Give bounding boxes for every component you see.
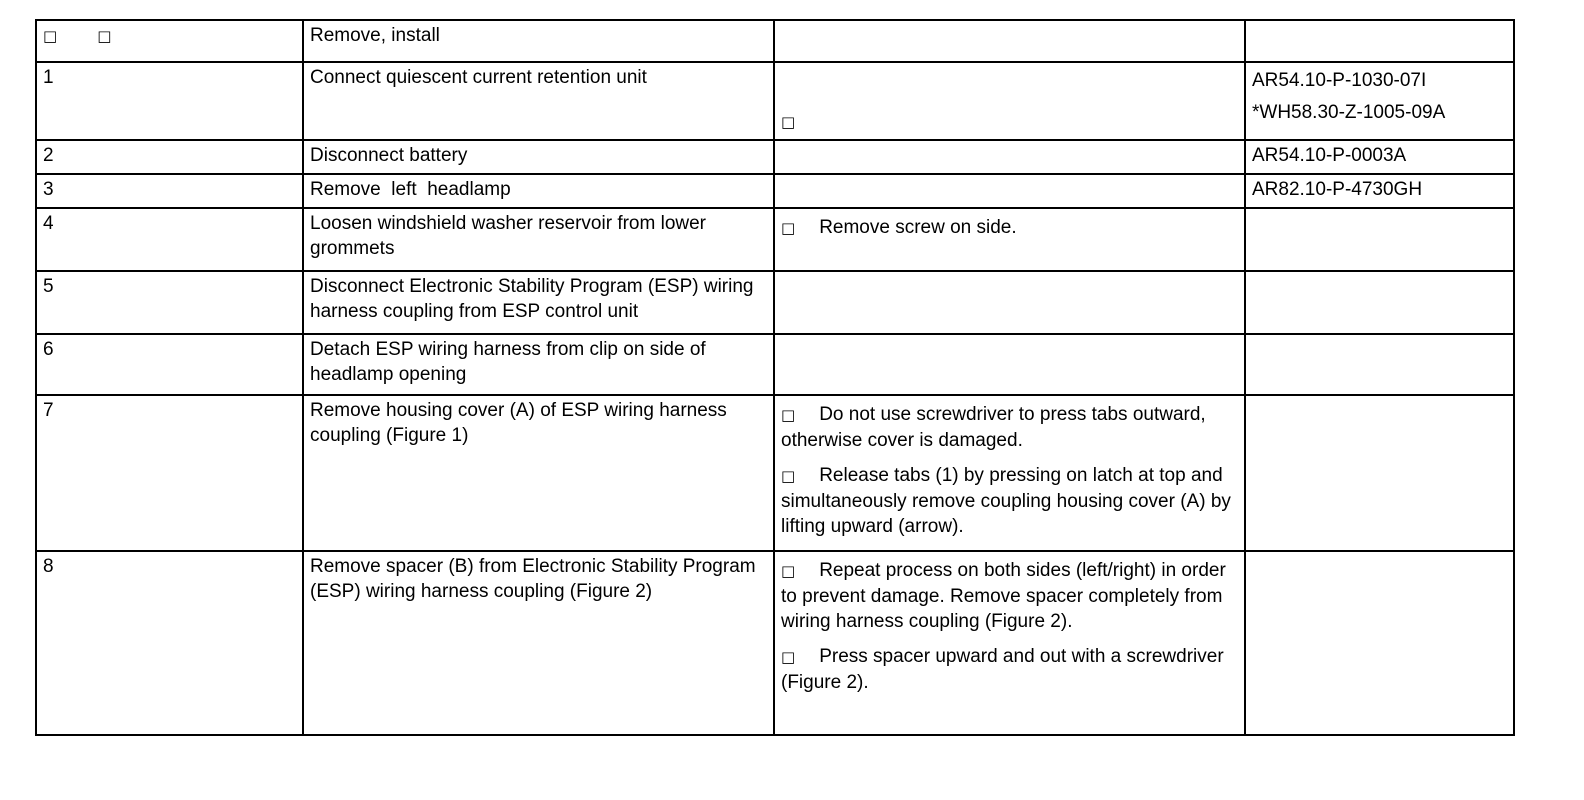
step-row — [36, 271, 1514, 334]
step-notes — [774, 271, 1245, 334]
step-notes — [774, 140, 1245, 174]
step-refs — [1245, 62, 1514, 140]
step-refs — [1245, 208, 1514, 271]
step-refs — [1245, 395, 1514, 551]
checkbox-icon: □ — [97, 27, 112, 45]
note-text: Do not use screwdriver to press tabs outward, otherwise cover is damaged. — [781, 404, 1206, 451]
checkbox-icon: □ — [781, 113, 796, 131]
step-row — [36, 551, 1514, 735]
note-text: Press spacer upward and out with a screwdriver (Figure 2). — [781, 646, 1224, 693]
step-refs — [1245, 271, 1514, 334]
step-row — [36, 334, 1514, 395]
step-number: 4 — [36, 208, 303, 271]
step-refs — [1245, 551, 1514, 735]
step-row — [36, 174, 1514, 208]
step-number: 1 — [36, 62, 303, 140]
step-number: 8 — [36, 551, 303, 735]
header-title: Remove, install — [303, 20, 774, 62]
checkbox-icon: □ — [781, 467, 796, 485]
step-notes — [774, 208, 1245, 271]
header-row — [36, 20, 1514, 62]
step-action: Remove housing cover (A) of ESP wiring harness coupling (Figure 1) — [303, 395, 774, 551]
note-paragraph — [781, 558, 1238, 634]
note-paragraph — [781, 463, 1238, 539]
step-refs — [1245, 334, 1514, 395]
step-row — [36, 62, 1514, 140]
note-text: Repeat process on both sides (left/right) in order to prevent damage. Remove spacer completely from wiring harness coupling (Figure 2). — [781, 560, 1226, 632]
note-text: Remove screw on side. — [819, 217, 1017, 238]
step-row — [36, 395, 1514, 551]
step-number: 2 — [36, 140, 303, 174]
step-notes — [774, 334, 1245, 395]
header-empty-cell — [774, 20, 1245, 62]
step-number: 3 — [36, 174, 303, 208]
reference-link[interactable]: AR54.10-P-1030-07I — [1252, 70, 1427, 91]
step-action: Remove spacer (B) from Electronic Stability Program (ESP) wiring harness coupling (Figure 2) — [303, 551, 774, 735]
reference-link[interactable]: *WH58.30-Z-1005-09A — [1252, 102, 1446, 123]
step-row — [36, 208, 1514, 271]
note-text: Release tabs (1) by pressing on latch at top and simultaneously remove coupling housing cover (A) by lifting upward (arrow). — [781, 465, 1231, 537]
step-number: 5 — [36, 271, 303, 334]
step-action: Loosen windshield washer reservoir from lower grommets — [303, 208, 774, 271]
step-notes — [774, 395, 1245, 551]
header-empty-cell — [1245, 20, 1514, 62]
step-action: Remove left headlamp — [303, 174, 774, 208]
step-action: Disconnect battery — [303, 140, 774, 174]
step-action: Connect quiescent current retention unit — [303, 62, 774, 140]
step-refs — [1245, 140, 1514, 174]
checkbox-icon: □ — [781, 219, 796, 237]
header-step-cell — [36, 20, 303, 62]
note-paragraph — [781, 644, 1238, 695]
note-paragraph — [781, 402, 1238, 453]
step-action: Detach ESP wiring harness from clip on side of headlamp opening — [303, 334, 774, 395]
step-notes — [774, 551, 1245, 735]
step-number: 6 — [36, 334, 303, 395]
step-number: 7 — [36, 395, 303, 551]
checkbox-icon: □ — [43, 27, 58, 45]
step-row — [36, 140, 1514, 174]
step-notes — [774, 62, 1245, 140]
procedure-table — [35, 19, 1515, 736]
checkbox-icon: □ — [781, 562, 796, 580]
step-notes — [774, 174, 1245, 208]
step-refs — [1245, 174, 1514, 208]
reference-link[interactable]: AR82.10-P-4730GH — [1252, 179, 1423, 200]
step-action: Disconnect Electronic Stability Program (ESP) wiring harness coupling from ESP control unit — [303, 271, 774, 334]
reference-link[interactable]: AR54.10-P-0003A — [1252, 145, 1407, 166]
checkbox-icon: □ — [781, 648, 796, 666]
checkbox-icon: □ — [781, 406, 796, 424]
